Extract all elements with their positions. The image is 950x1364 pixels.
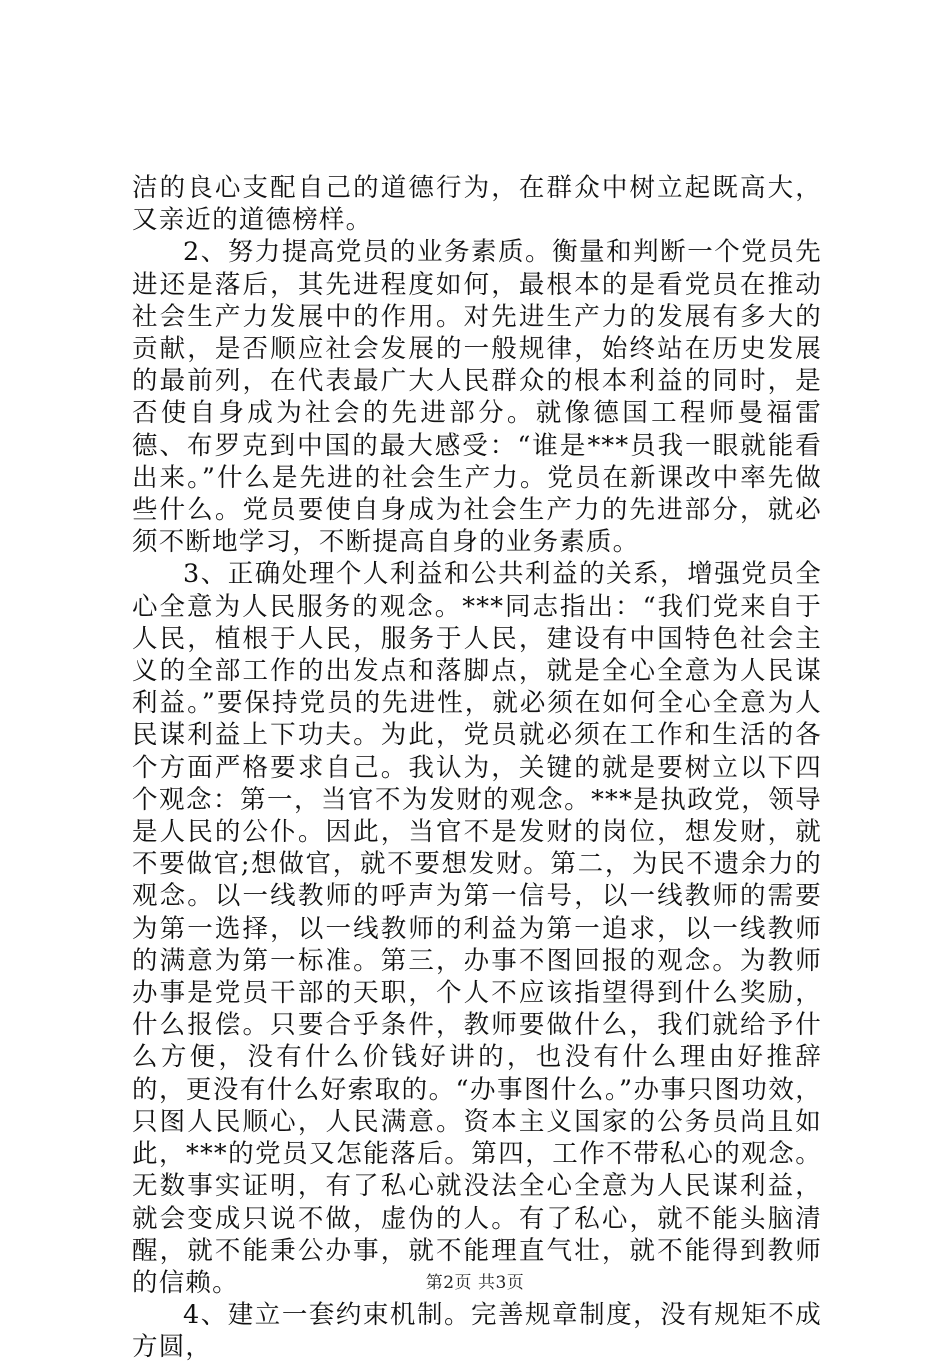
paragraph-item-4: 4、建立一套约束机制。完善规章制度，没有规矩不成方圆， xyxy=(132,1300,822,1363)
document-body xyxy=(132,172,822,1364)
paragraph-item-2: 2、努力提高党员的业务素质。衡量和判断一个党员先进还是落后，其先进程度如何，最根本的是看党员在推动社会生产力发展中的作用。对先进生产力的发展有多大的贡献，是否顺应社会发展的一般规律，始终站在历史发展的最前列，在代表最广大人民群众的根本利益的同时，是否使自身成为社会的先进部分。就像德国工程师曼福雷德、布罗克到中国的最大感受：“谁是***员我一眼就能看出来。”什么是先进的社会生产力。党员在新课改中率先做些什么。党员要使自身成为社会生产力的先进部分，就必须不断地学习，不断提高自身的业务素质。 xyxy=(132,237,822,558)
paragraph-continuation: 洁的良心支配自己的道德行为，在群众中树立起既高大，又亲近的道德榜样。 xyxy=(132,173,822,236)
paragraph-item-3: 3、正确处理个人利益和公共利益的关系，增强党员全心全意为人民服务的观念。***同志指出：“我们党来自于人民，植根于人民，服务于人民，建设有中国特色社会主义的全部工作的出发点和落脚点，就是全心全意为人民谋利益。”要保持党员的先进性，就必须在如何全心全意为人民谋利益上下功夫。为此，党员就必须在工作和生活的各个方面严格要求自己。我认为，关键的就是要树立以下四个观念：第一，当官不为发财的观念。***是执政党，领导是人民的公仆。因此，当官不是发财的岗位，想发财，就不要做官;想做官，就不要想发财。第二，为民不遗余力的观念。以一线教师的呼声为第一信号，以一线教师的需要为第一选择，以一线教师的利益为第一追求，以一线教师的满意为第一标准。第三，办事不图回报的观念。为教师办事是党员干部的天职，个人不应该指望得到什么奖励，什么报偿。只要合乎条件，教师要做什么，我们就给予什么方便，没有什么价钱好讲的，也没有什么理由好推辞的，更没有什么好索取的。“办事图什么。”办事只图功效，只图人民顺心，人民满意。资本主义国家的公务员尚且如此，***的党员又怎能落后。第四，工作不带私心的观念。无数事实证明，有了私心就没法全心全意为人民谋利益，就会变成只说不做，虚伪的人。有了私心，就不能头脑清醒，就不能秉公办事，就不能理直气壮，就不能得到教师的信赖。 xyxy=(132,559,822,1298)
page-number-label: 第2页 共3页 xyxy=(425,1273,525,1293)
page-footer xyxy=(0,1272,950,1294)
